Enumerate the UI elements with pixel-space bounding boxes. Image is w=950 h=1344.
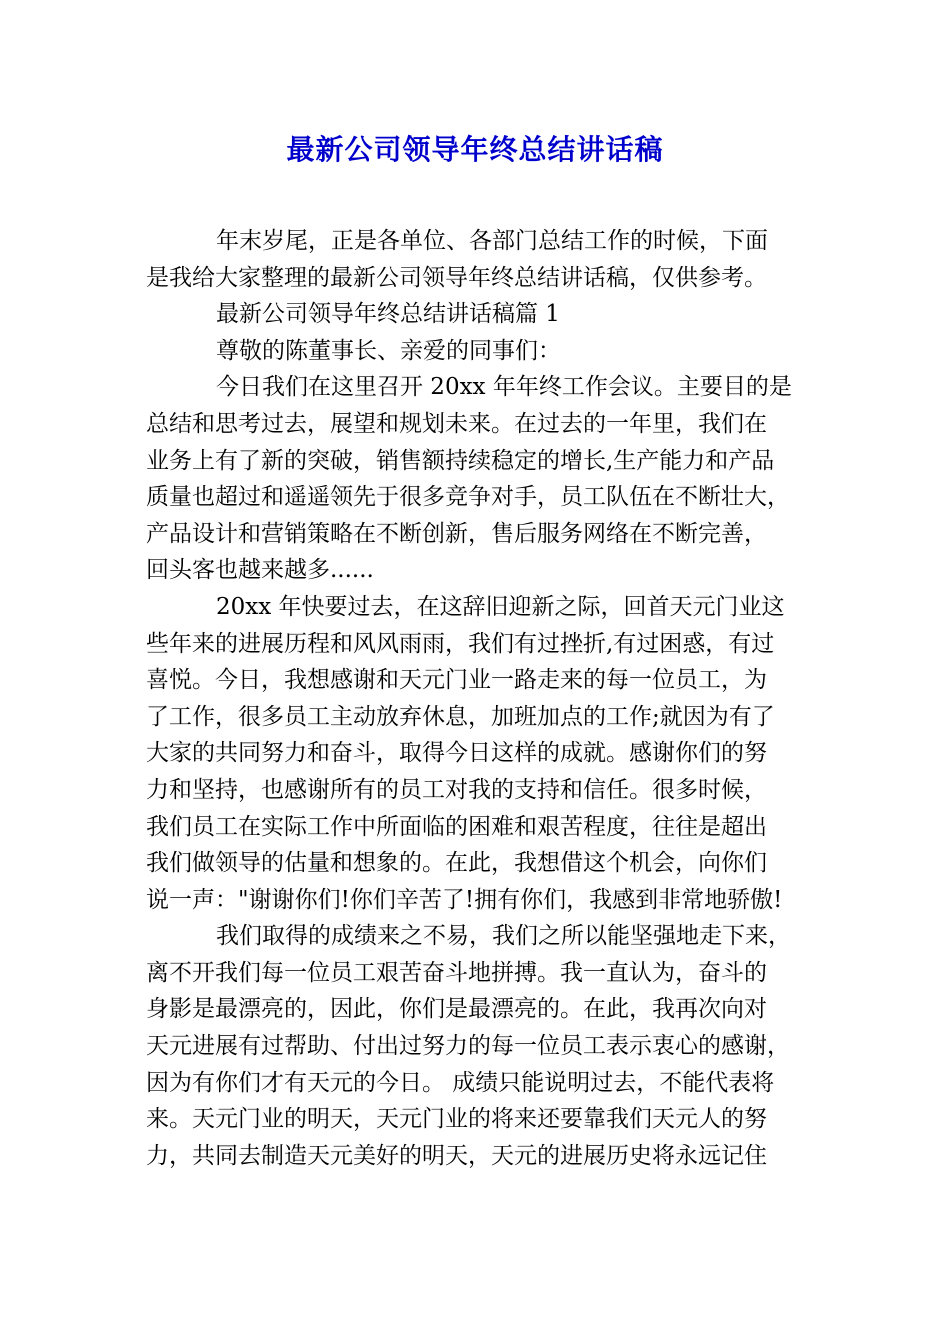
text-line: 最新公司领导年终总结讲话稿篇 1 — [216, 301, 560, 328]
text-line: 离不开我们每一位员工艰苦奋斗地拼搏。我一直认为，奋斗的 — [146, 959, 767, 986]
text-line: 些年来的进展历程和风风雨雨，我们有过挫折,有过困惑，有过 — [146, 630, 775, 657]
document-body — [146, 223, 810, 1174]
text-line: 业务上有了新的突破，销售额持续稳定的增长,生产能力和产品 — [146, 447, 775, 474]
text-line: 力和坚持，也感谢所有的员工对我的支持和信任。很多时候， — [146, 776, 767, 803]
text-line: 回头客也越来越多...... — [146, 557, 374, 584]
text-line: 天元进展有过帮助、付出过努力的每一位员工表示衷心的感谢， — [146, 1033, 790, 1060]
text-line: 说一声："谢谢你们!你们辛苦了!拥有你们，我感到非常地骄傲! — [146, 886, 783, 913]
text-line: 年末岁尾，正是各单位、各部门总结工作的时候，下面 — [216, 228, 768, 254]
text-line: 我们做领导的估量和想象的。在此，我想借这个机会，向你们 — [146, 850, 767, 877]
text-line: 喜悦。今日，我想感谢和天元门业一路走来的每一位员工，为 — [146, 667, 767, 694]
text-line: 大家的共同努力和奋斗，取得今日这样的成就。感谢你们的努 — [146, 740, 767, 767]
text-line: 了工作，很多员工主动放弃休息，加班加点的工作;就因为有了 — [146, 703, 775, 730]
text-line: 是我给大家整理的最新公司领导年终总结讲话稿，仅供参考。 — [146, 264, 767, 291]
text-line: 总结和思考过去，展望和规划未来。在过去的一年里，我们在 — [146, 410, 767, 437]
text-line: 质量也超过和遥遥领先于很多竞争对手，员工队伍在不断壮大， — [146, 484, 790, 511]
text-line: 来。天元门业的明天，天元门业的将来还要靠我们天元人的努 — [146, 1106, 767, 1133]
document-title: 最新公司领导年终总结讲话稿 — [286, 133, 664, 166]
text-line: 尊敬的陈董事长、亲爱的同事们： — [216, 337, 561, 364]
text-line: 因为有你们才有天元的今日。 成绩只能说明过去，不能代表将 — [146, 1069, 775, 1096]
text-line: 力，共同去制造天元美好的明天，天元的进展历史将永远记住 — [146, 1142, 767, 1169]
text-line: 今日我们在这里召开 20xx 年年终工作会议。主要目的是 — [216, 374, 792, 401]
text-line: 我们取得的成绩来之不易，我们之所以能坚强地走下来， — [216, 923, 791, 950]
text-line: 产品设计和营销策略在不断创新，售后服务网络在不断完善， — [146, 520, 767, 547]
text-line: 20xx 年快要过去，在这辞旧迎新之际，回首天元门业这 — [216, 593, 785, 620]
text-line: 身影是最漂亮的，因此，你们是最漂亮的。在此，我再次向对 — [146, 996, 767, 1023]
text-line: 我们员工在实际工作中所面临的困难和艰苦程度，往往是超出 — [146, 813, 767, 840]
